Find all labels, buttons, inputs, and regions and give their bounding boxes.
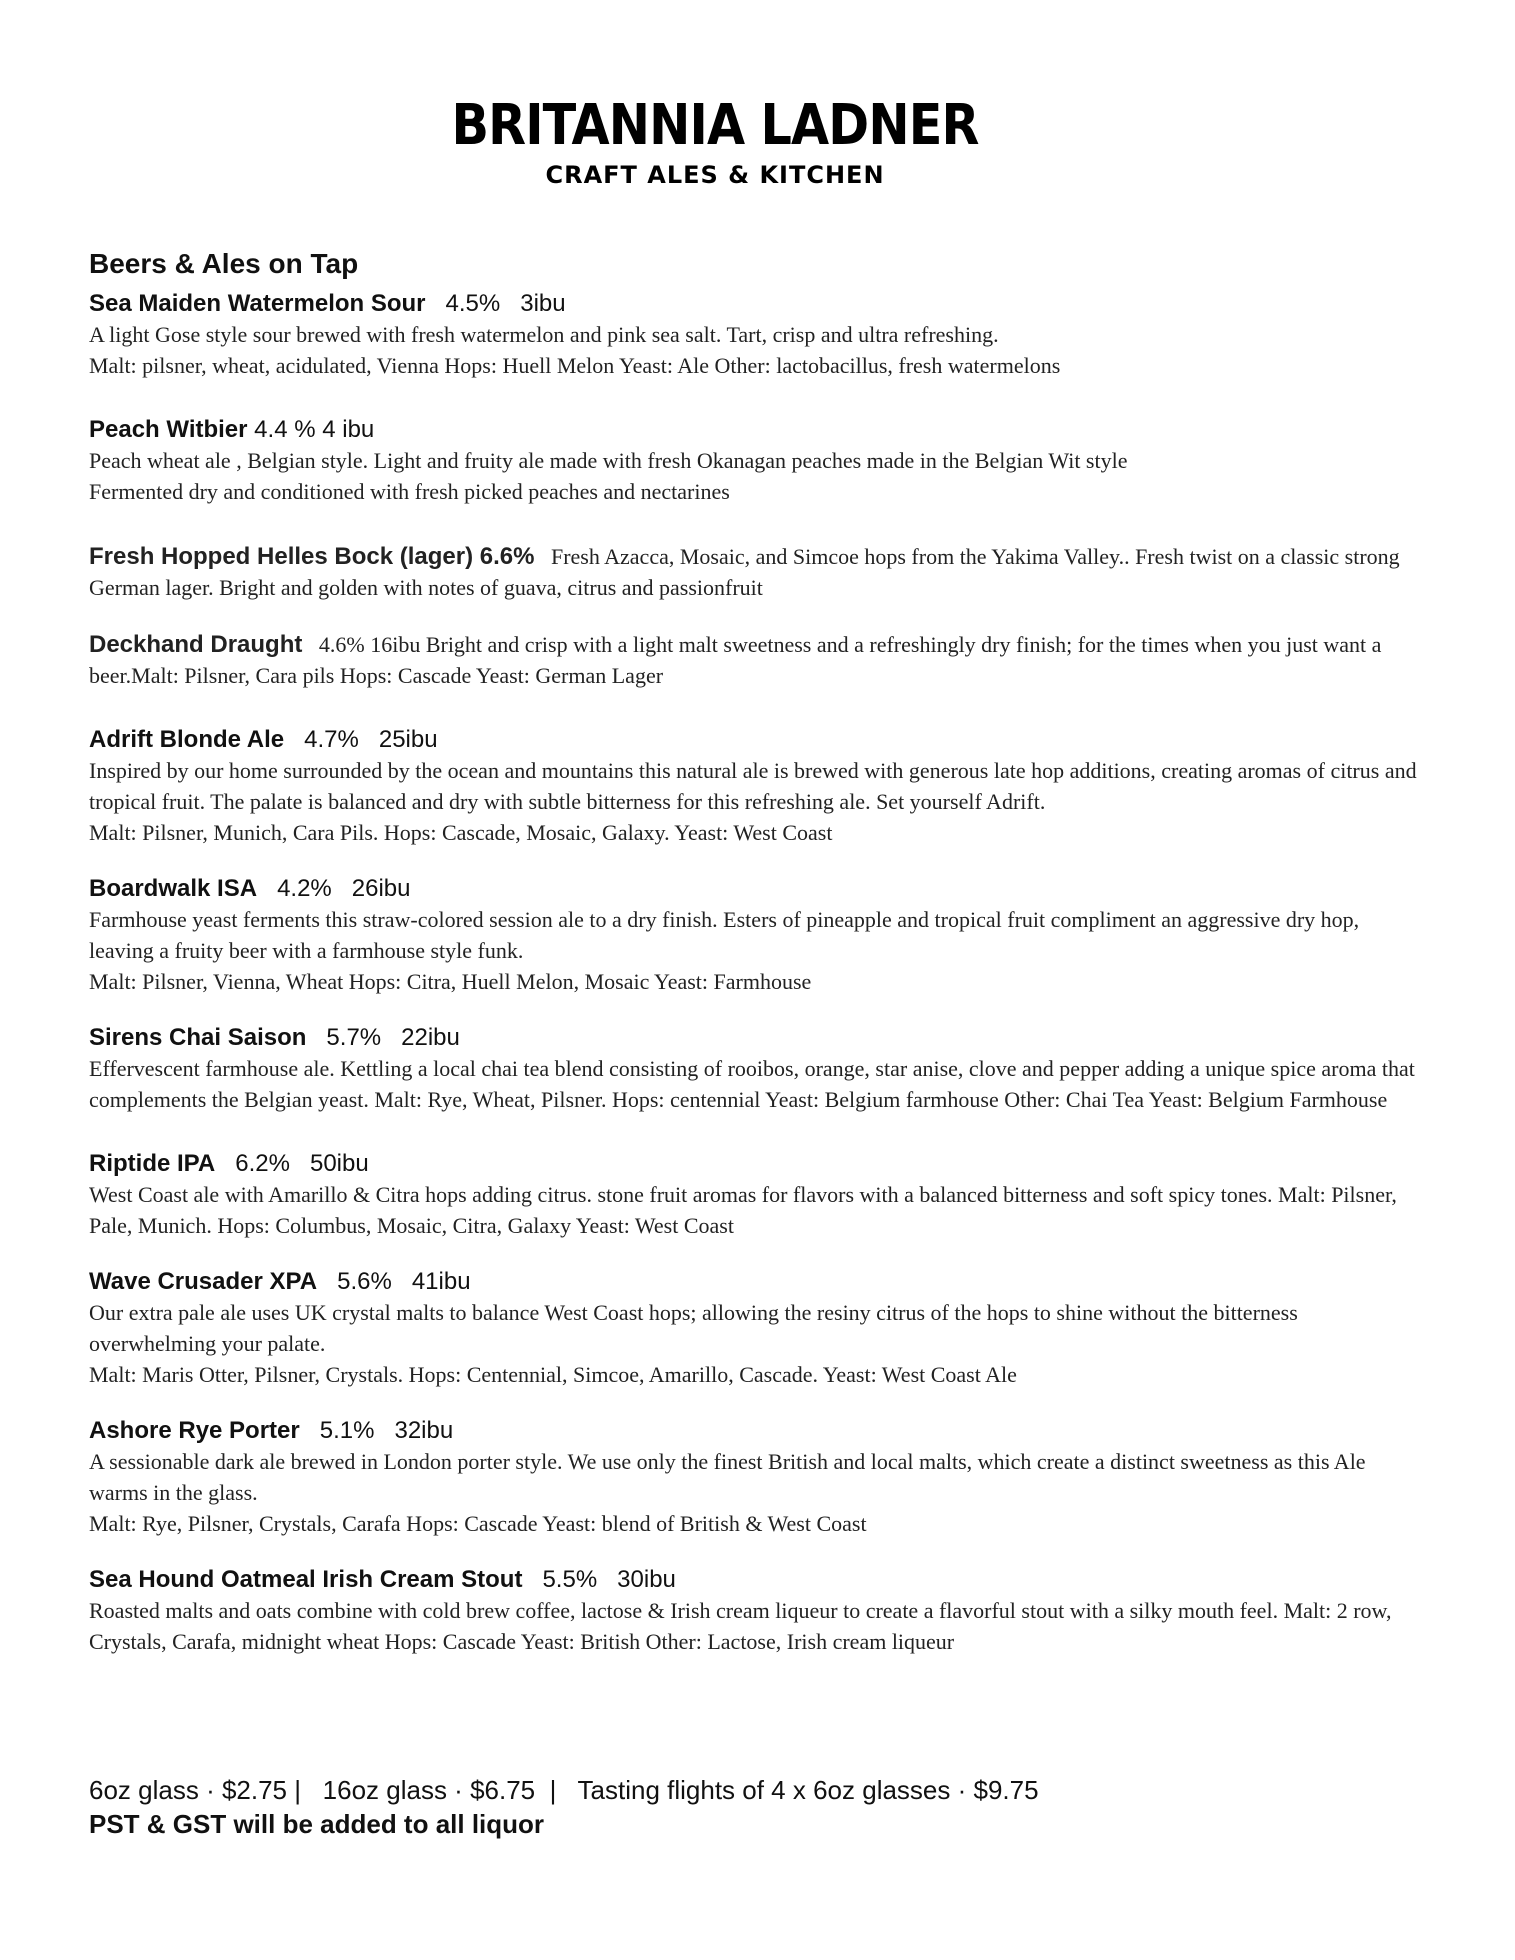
beer-name: Sirens Chai Saison [89, 1024, 307, 1051]
beer-item [89, 415, 1429, 507]
beer-name: Boardwalk ISA [89, 875, 258, 902]
beer-heading [89, 1416, 1429, 1446]
beer-abv: 5.6% [337, 1268, 392, 1295]
beer-ingredients: Malt: Maris Otter, Pilsner, Crystals. Hops: Centennial, Simcoe, Amarillo, Cascade. Yeast: West Coast Ale [89, 1362, 1017, 1387]
beer-description: 4.6% 16ibu Bright and crisp with a light malt sweetness and a refreshingly dry finish; for the times when you just want a beer.Malt: Pilsner, Cara pils Hops: Cascade Yeast: German Lager [89, 632, 1382, 688]
beer-menu [89, 247, 1429, 1683]
beer-ibu: 25ibu [378, 726, 438, 753]
beer-abv: 5.7% [326, 1024, 382, 1051]
beer-name: Ashore Rye Porter [89, 1417, 300, 1444]
beer-description: Inspired by our home surrounded by the ocean and mountains this natural ale is brewed with generous late hop additions, creating aromas of citrus and tropical fruit. The palate is balanced and dry with subtle bitterness for this refreshing ale. Set yourself Adrift. [89, 758, 1417, 814]
beer-name: Sea Hound Oatmeal Irish Cream Stout [89, 1566, 523, 1593]
beer-description: West Coast ale with Amarillo & Citra hops adding citrus. stone fruit aromas for flavors with a balanced bitterness and soft spicy tones. Malt: Pilsner, Pale, Munich. Hops: Columbus, Mosaic, Citra, Galaxy Yeast: West Coast [89, 1182, 1397, 1238]
beer-abv: 6.2% [235, 1150, 290, 1177]
beer-item [89, 1565, 1429, 1657]
beer-ibu: 4 ibu [322, 416, 375, 443]
beer-heading [89, 541, 1429, 603]
beer-heading [89, 1267, 1429, 1297]
beer-name: Fresh Hopped Helles Bock (lager) 6.6% [89, 543, 535, 570]
beer-name: Wave Crusader XPA [89, 1268, 318, 1295]
beer-abv: 5.1% [319, 1417, 375, 1444]
beer-description: A light Gose style sour brewed with fresh watermelon and pink sea salt. Tart, crisp and ultra refreshing. [89, 322, 999, 347]
pricing-line: 6oz glass · $2.75 | 16oz glass · $6.75 | Tasting flights of 4 x 6oz glasses · $9.75 [89, 1775, 1039, 1805]
beer-description: Our extra pale ale uses UK crystal malts to balance West Coast hops; allowing the resiny citrus of the hops to shine without the bitterness overwhelming your palate. [89, 1300, 1298, 1356]
beer-item [89, 1149, 1429, 1241]
beer-description: Roasted malts and oats combine with cold brew coffee, lactose & Irish cream liqueur to create a flavorful stout with a silky mouth feel. Malt: 2 row, Crystals, Carafa, midnight wheat Hops: Cascade Yeast: British Other: Lactose, Irish cream liqueur [89, 1598, 1392, 1654]
beer-ibu: 50ibu [309, 1150, 369, 1177]
beer-abv: 4.7% [304, 726, 359, 753]
beer-description: Farmhouse yeast ferments this straw-colored session ale to a dry finish. Esters of pineapple and tropical fruit compliment an aggressive dry hop, leaving a fruity beer with a farmhouse style funk. [89, 907, 1360, 963]
section-title: Beers & Ales on Tap [89, 248, 359, 279]
beer-name: Peach Witbier [89, 416, 248, 443]
beer-item [89, 874, 1429, 997]
brand-title: BRITANNIA LADNER [451, 93, 979, 158]
beer-ibu: 41ibu [411, 1268, 471, 1295]
beer-ingredients: Malt: Rye, Pilsner, Crystals, Carafa Hops: Cascade Yeast: blend of British & West Coast [89, 1511, 867, 1536]
menu-header [0, 95, 1430, 189]
beer-item [89, 1023, 1429, 1115]
beer-heading [89, 874, 1429, 904]
beer-heading [89, 415, 1429, 445]
beer-abv: 5.5% [542, 1566, 598, 1593]
beer-item [89, 629, 1429, 691]
beer-ibu: 3ibu [520, 290, 566, 317]
beer-item [89, 1267, 1429, 1390]
beer-ingredients: Malt: pilsner, wheat, acidulated, Vienna Hops: Huell Melon Yeast: Ale Other: lactobacillus, fresh watermelons [89, 353, 1061, 378]
beer-heading [89, 1149, 1429, 1179]
beer-abv: 4.5% [445, 290, 501, 317]
beer-description: Effervescent farmhouse ale. Kettling a local chai tea blend consisting of rooibos, orange, star anise, clove and pepper adding a unique spice aroma that complements the Belgian yeast. Malt: Rye, Wheat, Pilsner. Hops: centennial Yeast: Belgium farmhouse Other: Chai Tea Yeast: Belgium Farmhouse [89, 1056, 1415, 1112]
beer-heading [89, 1023, 1429, 1053]
beer-description: Fresh Azacca, Mosaic, and Simcoe hops from the Yakima Valley.. Fresh twist on a classic strong German lager. Bright and golden with notes of guava, citrus and passionfruit [89, 544, 1400, 600]
beer-abv: 4.2% [277, 875, 332, 902]
beer-item [89, 725, 1429, 848]
beer-ingredients: Fermented dry and conditioned with fresh picked peaches and nectarines [89, 479, 730, 504]
beer-name: Riptide IPA [89, 1150, 216, 1177]
beer-heading [89, 1565, 1429, 1595]
beer-ibu: 32ibu [394, 1417, 454, 1444]
beer-item [89, 289, 1429, 381]
beer-ingredients: Malt: Pilsner, Vienna, Wheat Hops: Citra, Huell Melon, Mosaic Yeast: Farmhouse [89, 969, 812, 994]
beer-name: Deckhand Draught [89, 631, 303, 658]
brand-tagline: CRAFT ALES & KITCHEN [545, 160, 885, 189]
beer-ingredients: Malt: Pilsner, Munich, Cara Pils. Hops: Cascade, Mosaic, Galaxy. Yeast: West Coast [89, 820, 833, 845]
beer-ibu: 22ibu [401, 1024, 460, 1051]
beer-name: Adrift Blonde Ale [89, 726, 285, 753]
beer-name: Sea Maiden Watermelon Sour [89, 290, 426, 317]
beer-ibu: 26ibu [351, 875, 411, 902]
beer-heading [89, 725, 1429, 755]
beer-item [89, 1416, 1429, 1539]
beer-description: A sessionable dark ale brewed in London porter style. We use only the finest British and local malts, which create a distinct sweetness as this Ale warms in the glass. [89, 1449, 1366, 1505]
beer-item [89, 541, 1429, 603]
beer-abv: 4.4 % [254, 416, 316, 443]
tax-note: PST & GST will be added to all liquor [89, 1809, 545, 1839]
beer-heading [89, 629, 1429, 691]
menu-footer [89, 1773, 1429, 1841]
beer-ibu: 30ibu [617, 1566, 676, 1593]
beer-heading [89, 289, 1429, 319]
beer-description: Peach wheat ale , Belgian style. Light and fruity ale made with fresh Okanagan peaches made in the Belgian Wit style [89, 448, 1128, 473]
